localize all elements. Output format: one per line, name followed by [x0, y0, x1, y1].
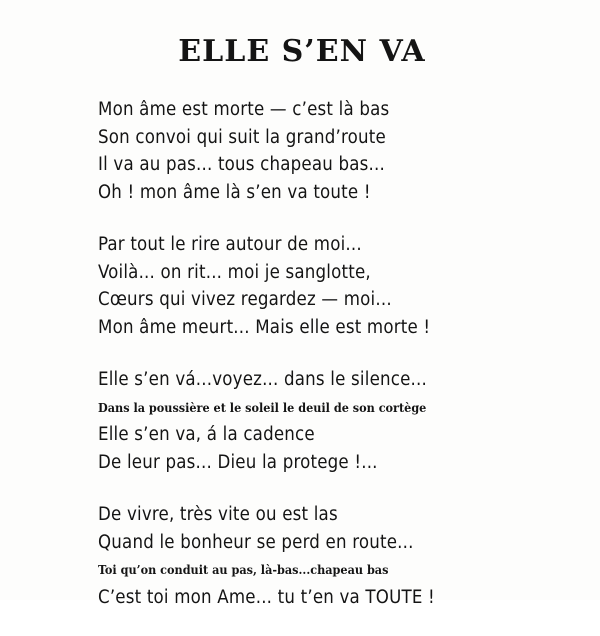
stanza-4	[98, 501, 593, 611]
poem-line-small: Dans la poussière et le soleil le deuil de son cortège	[98, 399, 427, 415]
stanza-2	[98, 231, 593, 341]
poem-line: De leur pas... Dieu la protege !...	[98, 451, 378, 473]
poem-line: Son convoi qui suit la grand’route	[98, 126, 386, 148]
poem-line: Quand le bonheur se perd en route...	[98, 531, 414, 553]
poem-line: Voilà... on rit... moi je sanglotte,	[98, 261, 371, 283]
poem-line: Il va au pas... tous chapeau bas...	[98, 154, 386, 175]
poem-line: C’est toi mon Ame... tu t’en va TOUTE !	[98, 586, 435, 608]
poem-line: Elle s’en va, á la cadence	[98, 424, 315, 445]
stanza-1	[98, 96, 593, 206]
poem-line: Cœurs qui vivez regardez — moi...	[98, 289, 392, 310]
poem-line: Oh ! mon âme là s’en va toute !	[98, 181, 371, 203]
poem-line: Par tout le rire autour de moi...	[98, 234, 362, 255]
stanza-3	[98, 366, 593, 476]
poem-line-small: Toi qu’on conduit au pas, là-bas...chapeau bas	[98, 562, 389, 577]
poem-line: Elle s’en vá...voyez... dans le silence...	[98, 369, 428, 390]
poem-line: Mon âme est morte — c’est là bas	[98, 99, 390, 120]
poem-line: Mon âme meurt... Mais elle est morte !	[98, 316, 431, 338]
poem-line: De vivre, très vite ou est las	[98, 504, 338, 525]
poem-title: ELLE S’EN VA	[178, 34, 426, 69]
poem-body	[98, 96, 593, 636]
